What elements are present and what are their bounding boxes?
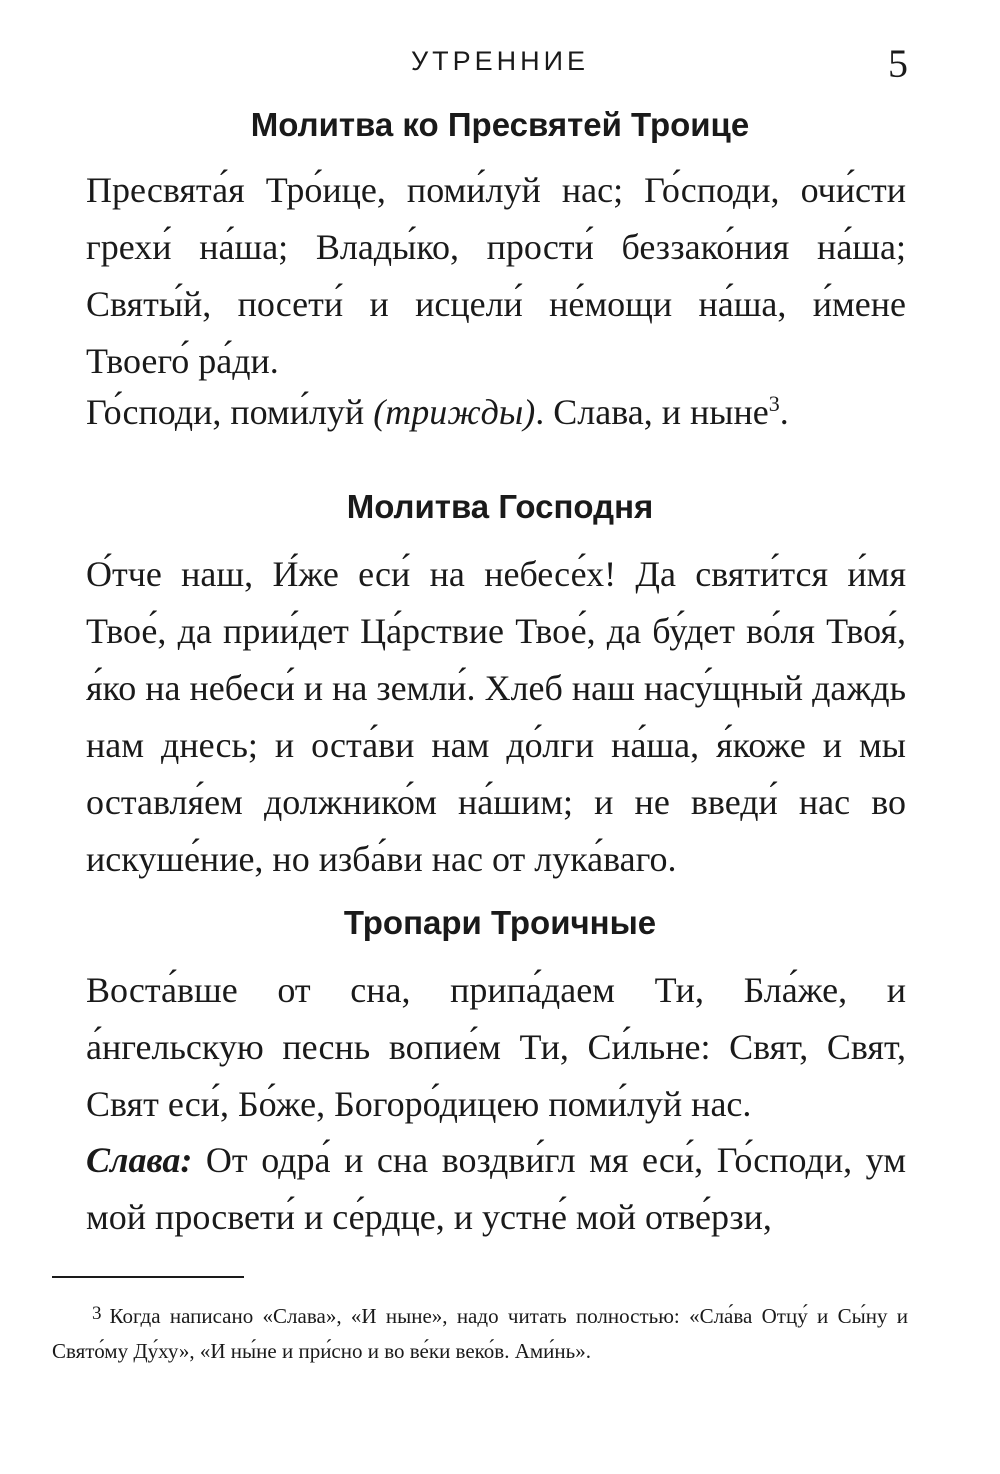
section-heading-trinity-prayer: Молитва ко Пресвятей Троице xyxy=(250,106,750,143)
footnote xyxy=(52,1296,908,1369)
lords-prayer-text: О́тче наш, И́же еси́ на небесе́х! Да святи́тся и́мя Твое́, да прии́дет Ца́рствие Твое́, да бу́дет во́ля Твоя́, я́ко на небеси́ и на земли́. Хлеб наш насу́щный даждь нам днесь; и оста́ви нам до́лги на́ша, я́коже и мы оставля́ем должнико́м на́шим; и не введи́ нас во искуше́ние, но изба́ви нас от лука́ваго. xyxy=(86,554,906,879)
page-number: 5 xyxy=(888,41,908,86)
trinity-prayer-text: Пресвята́я Тро́ице, поми́луй нас; Го́споди, очи́сти грехи́ на́ша; Влады́ко, прости́ беззако́ния на́ша; Святы́й, посети́ и исцели́ не́мощи на́ша, и́мене Твоего́ ра́ди. xyxy=(86,170,906,381)
closing-text: Го́споди, поми́луй xyxy=(86,392,374,432)
closing-text-after: . Слава, и ныне xyxy=(535,392,769,432)
page-header xyxy=(0,40,1000,90)
slava-text: От одра́ и сна воздви́гл мя еси́, Го́споди, ум мой просвети́ и се́рдце, и устне́ мой отве́рзи, xyxy=(86,1140,906,1237)
section-heading-troparia: Тропари Троичные xyxy=(343,904,657,941)
footnote-number: 3 xyxy=(92,1303,102,1324)
slava-label: Слава: xyxy=(86,1140,193,1180)
slava-paragraph xyxy=(86,1132,906,1246)
troparia-text: Воста́вше от сна, припа́даем Ти, Бла́же, и а́нгельскую песнь вопие́м Ти, Си́льне: Свят, Свят, Свят еси́, Бо́же, Богоро́дицею поми́луй нас. xyxy=(86,970,906,1124)
running-head: УТРЕННИЕ xyxy=(410,46,590,76)
footnote-reference: 3 xyxy=(768,391,780,416)
trinity-prayer-closing xyxy=(86,384,906,441)
closing-italic-note: (трижды) xyxy=(373,392,536,432)
section-heading-lords-prayer: Молитва Господня xyxy=(346,488,654,525)
footnote-divider xyxy=(52,1276,244,1278)
closing-end: . xyxy=(779,392,789,432)
footnote-text: Когда написано «Слава», «И ныне», надо читать полностью: «Сла́ва Отцу́ и Сы́ну и Свято́му Ду́ху», «И ны́не и при́сно и во ве́ки веко́в. Ами́нь». xyxy=(52,1304,908,1363)
